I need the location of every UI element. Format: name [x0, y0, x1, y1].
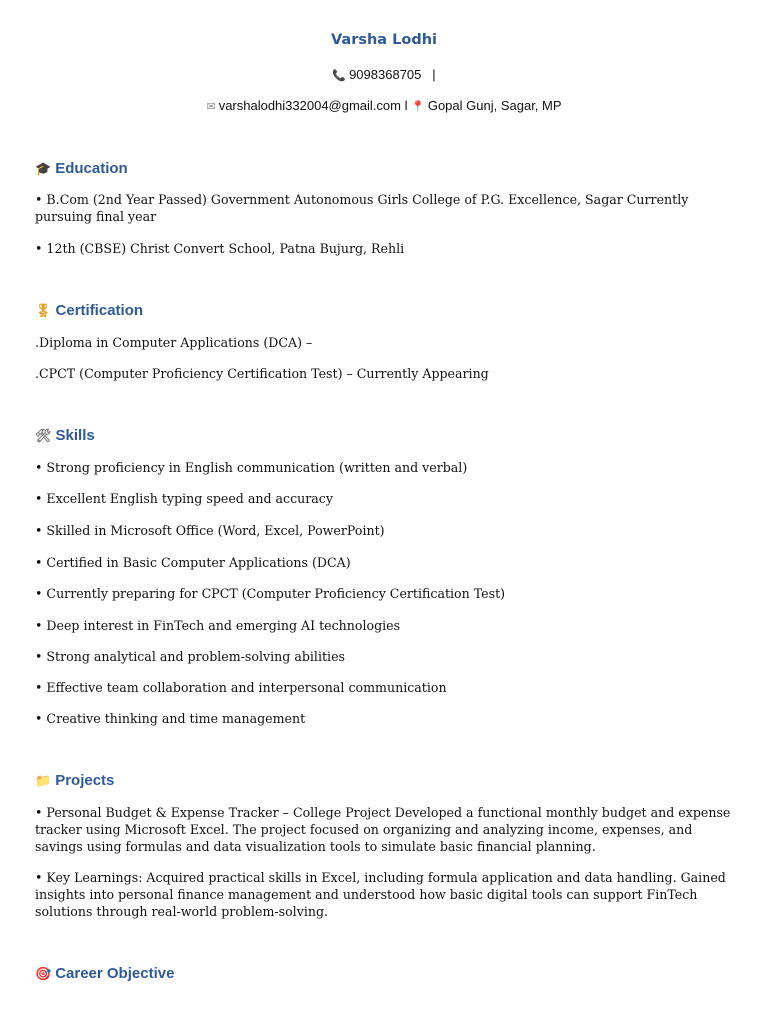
- education-item: • 12th (CBSE) Christ Convert School, Patna Bujurg, Rehli: [35, 241, 405, 256]
- certification-title: Certification: [55, 302, 144, 319]
- graduation-cap-icon: 🎓: [35, 161, 52, 176]
- certification-item: .Diploma in Computer Applications (DCA) –: [35, 335, 313, 350]
- pin-icon: 📍: [411, 101, 425, 113]
- skill-item: • Currently preparing for CPCT (Computer Proficiency Certification Test): [35, 586, 506, 601]
- phone-number[interactable]: 9098368705: [349, 67, 422, 82]
- education-title: Education: [55, 160, 128, 177]
- skill-item: • Strong proficiency in English communication (written and verbal): [35, 460, 468, 475]
- location-text: Gopal Gunj, Sagar, MP: [427, 98, 562, 113]
- email-address[interactable]: varshalodhi332004@gmail.com: [218, 98, 401, 113]
- phone-icon: 📞: [332, 70, 347, 82]
- skills-title: Skills: [55, 427, 95, 444]
- target-icon: 🎯: [35, 966, 52, 981]
- folder-icon: 📁: [35, 773, 52, 788]
- career-objective-title: Career Objective: [55, 965, 175, 982]
- projects-heading: [35, 772, 114, 789]
- certification-heading: [35, 302, 143, 319]
- certification-item: .CPCT (Computer Proficiency Certification Test) – Currently Appearing: [35, 366, 489, 381]
- phone-separator: |: [432, 67, 436, 82]
- education-heading: [35, 160, 128, 177]
- skill-item: • Certified in Basic Computer Applications (DCA): [35, 555, 351, 570]
- email-location-line: [0, 98, 768, 113]
- candidate-name: Varsha Lodhi: [330, 32, 438, 48]
- medal-icon: 🎖: [35, 303, 52, 318]
- envelope-icon: ✉: [206, 101, 216, 113]
- contact-separator: l: [404, 98, 408, 113]
- career-objective-heading: [35, 965, 174, 982]
- skill-item: • Creative thinking and time management: [35, 711, 306, 726]
- tools-icon: 🛠: [35, 428, 52, 443]
- skill-item: • Excellent English typing speed and accuracy: [35, 491, 333, 506]
- project-item: • Personal Budget & Expense Tracker – College Project Developed a functional monthly budget and expense tracker using Microsoft Excel. The project focused on organizing and analyzing income, expenses, and savings using formulas and data visualization tools to simulate basic financial planning.: [35, 805, 731, 854]
- phone-line: [0, 67, 768, 82]
- projects-title: Projects: [55, 772, 115, 789]
- skills-heading: [35, 427, 95, 444]
- project-item: • Key Learnings: Acquired practical skills in Excel, including formula application and data handling. Gained insights into personal finance management and understood how basic digital tools can support FinTech solutions through real-world problem-solving.: [35, 870, 726, 919]
- skill-item: • Deep interest in FinTech and emerging AI technologies: [35, 618, 401, 633]
- skill-item: • Strong analytical and problem-solving abilities: [35, 649, 345, 664]
- education-item: • B.Com (2nd Year Passed) Government Autonomous Girls College of P.G. Excellence, Sagar Currently pursuing final year: [35, 192, 689, 224]
- skill-item: • Effective team collaboration and interpersonal communication: [35, 680, 447, 695]
- skill-item: • Skilled in Microsoft Office (Word, Excel, PowerPoint): [35, 523, 385, 538]
